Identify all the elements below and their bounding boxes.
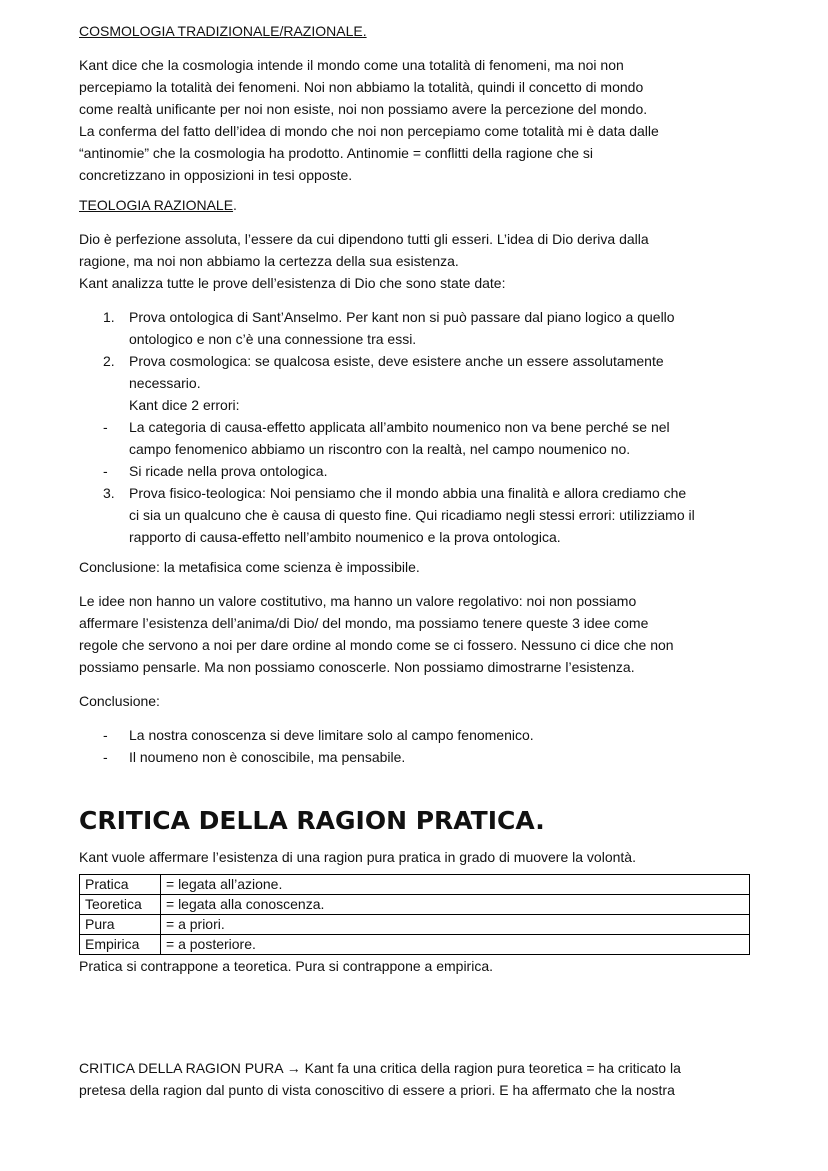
cosmologia-line: percepiamo la totalità dei fenomeni. Noi non abbiamo la totalità, quindi il concetto di mondo (79, 79, 644, 95)
teologia-heading-text: TEOLOGIA RAZIONALE (79, 197, 234, 213)
teologia-heading (79, 194, 759, 216)
idee-conclusion-label: Conclusione: (79, 693, 160, 709)
cosmologia-heading: COSMOLOGIA TRADIZIONALE/RAZIONALE. (79, 23, 367, 39)
list-item (79, 350, 759, 416)
table-cell-term: Empirica (80, 935, 161, 955)
list-item-line: ci sia un qualcuno che è causa di questo fine. Qui ricadiamo negli stessi errori: utilizziamo il (129, 507, 695, 523)
table-cell-term: Pura (80, 915, 161, 935)
list-marker: - (103, 419, 108, 435)
list-item (79, 416, 759, 460)
list-item (79, 460, 759, 482)
list-item (79, 724, 759, 746)
list-marker: - (103, 727, 108, 743)
table-cell-def: = a priori. (161, 915, 750, 935)
table-cell-def: = legata alla conoscenza. (161, 895, 750, 915)
ragion-pura-line: pretesa della ragion dal punto di vista conoscitivo di essere a priori. E ha affermato che la nostra (79, 1082, 675, 1098)
list-item-line: Prova cosmologica: se qualcosa esiste, deve esistere anche un essere assolutamente (129, 353, 664, 369)
list-item-line: Il noumeno non è conoscibile, ma pensabile. (129, 749, 406, 765)
table-cell-def: = legata all’azione. (161, 875, 750, 895)
section-title: CRITICA DELLA RAGION PRATICA. (79, 806, 545, 835)
teologia-heading-dot: . (233, 197, 237, 213)
cosmologia-line: “antinomie” che la cosmologia ha prodotto. Antinomie = conflitti della ragione che si (79, 145, 594, 161)
list-item-line: Prova ontologica di Sant’Anselmo. Per kant non si può passare dal piano logico a quello (129, 309, 675, 325)
conclusion-list (79, 724, 759, 768)
list-item-line: La categoria di causa-effetto applicata all’ambito noumenico non va bene perché se nel (129, 419, 670, 435)
cosmologia-line: concretizzano in opposizioni in tesi opposte. (79, 167, 353, 183)
definitions-table (79, 874, 750, 955)
list-item-line: La nostra conoscenza si deve limitare solo al campo fenomenico. (129, 727, 534, 743)
list-item-line: necessario. (129, 375, 201, 391)
list-marker: 2. (103, 353, 115, 369)
cosmologia-line: La conferma del fatto dell’idea di mondo che noi non percepiamo come totalità mi è data dalle (79, 123, 659, 139)
teologia-conclusion: Conclusione: la metafisica come scienza è impossibile. (79, 559, 420, 575)
idee-line: Le idee non hanno un valore costitutivo, ma hanno un valore regolativo: noi non possiamo (79, 593, 637, 609)
list-item (79, 306, 759, 350)
idee-line: regole che servono a noi per dare ordine al mondo come se ci fossero. Nessuno ci dice che non (79, 637, 674, 653)
cosmologia-line: Kant dice che la cosmologia intende il mondo come una totalità di fenomeni, ma noi non (79, 57, 624, 73)
table-cell-term: Teoretica (80, 895, 161, 915)
list-item (79, 746, 759, 768)
table-row (80, 875, 750, 895)
list-item-line: Prova fisico-teologica: Noi pensiamo che il mondo abbia una finalità e allora crediamo che (129, 485, 687, 501)
idee-line: possiamo pensarle. Ma non possiamo conoscerle. Non possiamo dimostrarne l’esistenza. (79, 659, 635, 675)
after-table-line: Pratica si contrappone a teoretica. Pura si contrappone a empirica. (79, 958, 494, 974)
teologia-line: ragione, ma noi non abbiamo la certezza della sua esistenza. (79, 253, 459, 269)
cosmologia-line: come realtà unificante per noi non esiste, noi non possiamo avere la percezione del mondo. (79, 101, 648, 117)
list-item-line: ontologico e non c’è una connessione tra essi. (129, 331, 417, 347)
ragion-pura-line: CRITICA DELLA RAGION PURA → Kant fa una critica della ragion pura teoretica = ha criticato la (79, 1060, 681, 1076)
table-row (80, 895, 750, 915)
list-marker: 1. (103, 309, 115, 325)
list-item-line: campo fenomenico abbiamo un riscontro con la realtà, nel campo noumenico no. (129, 441, 631, 457)
list-marker: - (103, 749, 108, 765)
table-cell-def: = a posteriore. (161, 935, 750, 955)
list-item-line: Kant dice 2 errori: (129, 397, 240, 413)
proofs-list (79, 306, 759, 548)
list-item (79, 482, 759, 548)
idee-line: affermare l’esistenza dell’anima/di Dio/ del mondo, ma possiamo tenere queste 3 idee come (79, 615, 649, 631)
teologia-line: Kant analizza tutte le prove dell’esistenza di Dio che sono state date: (79, 275, 506, 291)
table-row (80, 935, 750, 955)
list-marker: - (103, 463, 108, 479)
teologia-line: Dio è perfezione assoluta, l’essere da cui dipendono tutti gli esseri. L’idea di Dio deriva dalla (79, 231, 649, 247)
table-cell-term: Pratica (80, 875, 161, 895)
list-marker: 3. (103, 485, 115, 501)
pratica-intro: Kant vuole affermare l’esistenza di una ragion pura pratica in grado di muovere la volontà. (79, 849, 636, 865)
list-item-line: rapporto di causa-effetto nell’ambito noumenico e la prova ontologica. (129, 529, 561, 545)
document-page (79, 20, 759, 1101)
list-item-line: Si ricade nella prova ontologica. (129, 463, 328, 479)
table-row (80, 915, 750, 935)
